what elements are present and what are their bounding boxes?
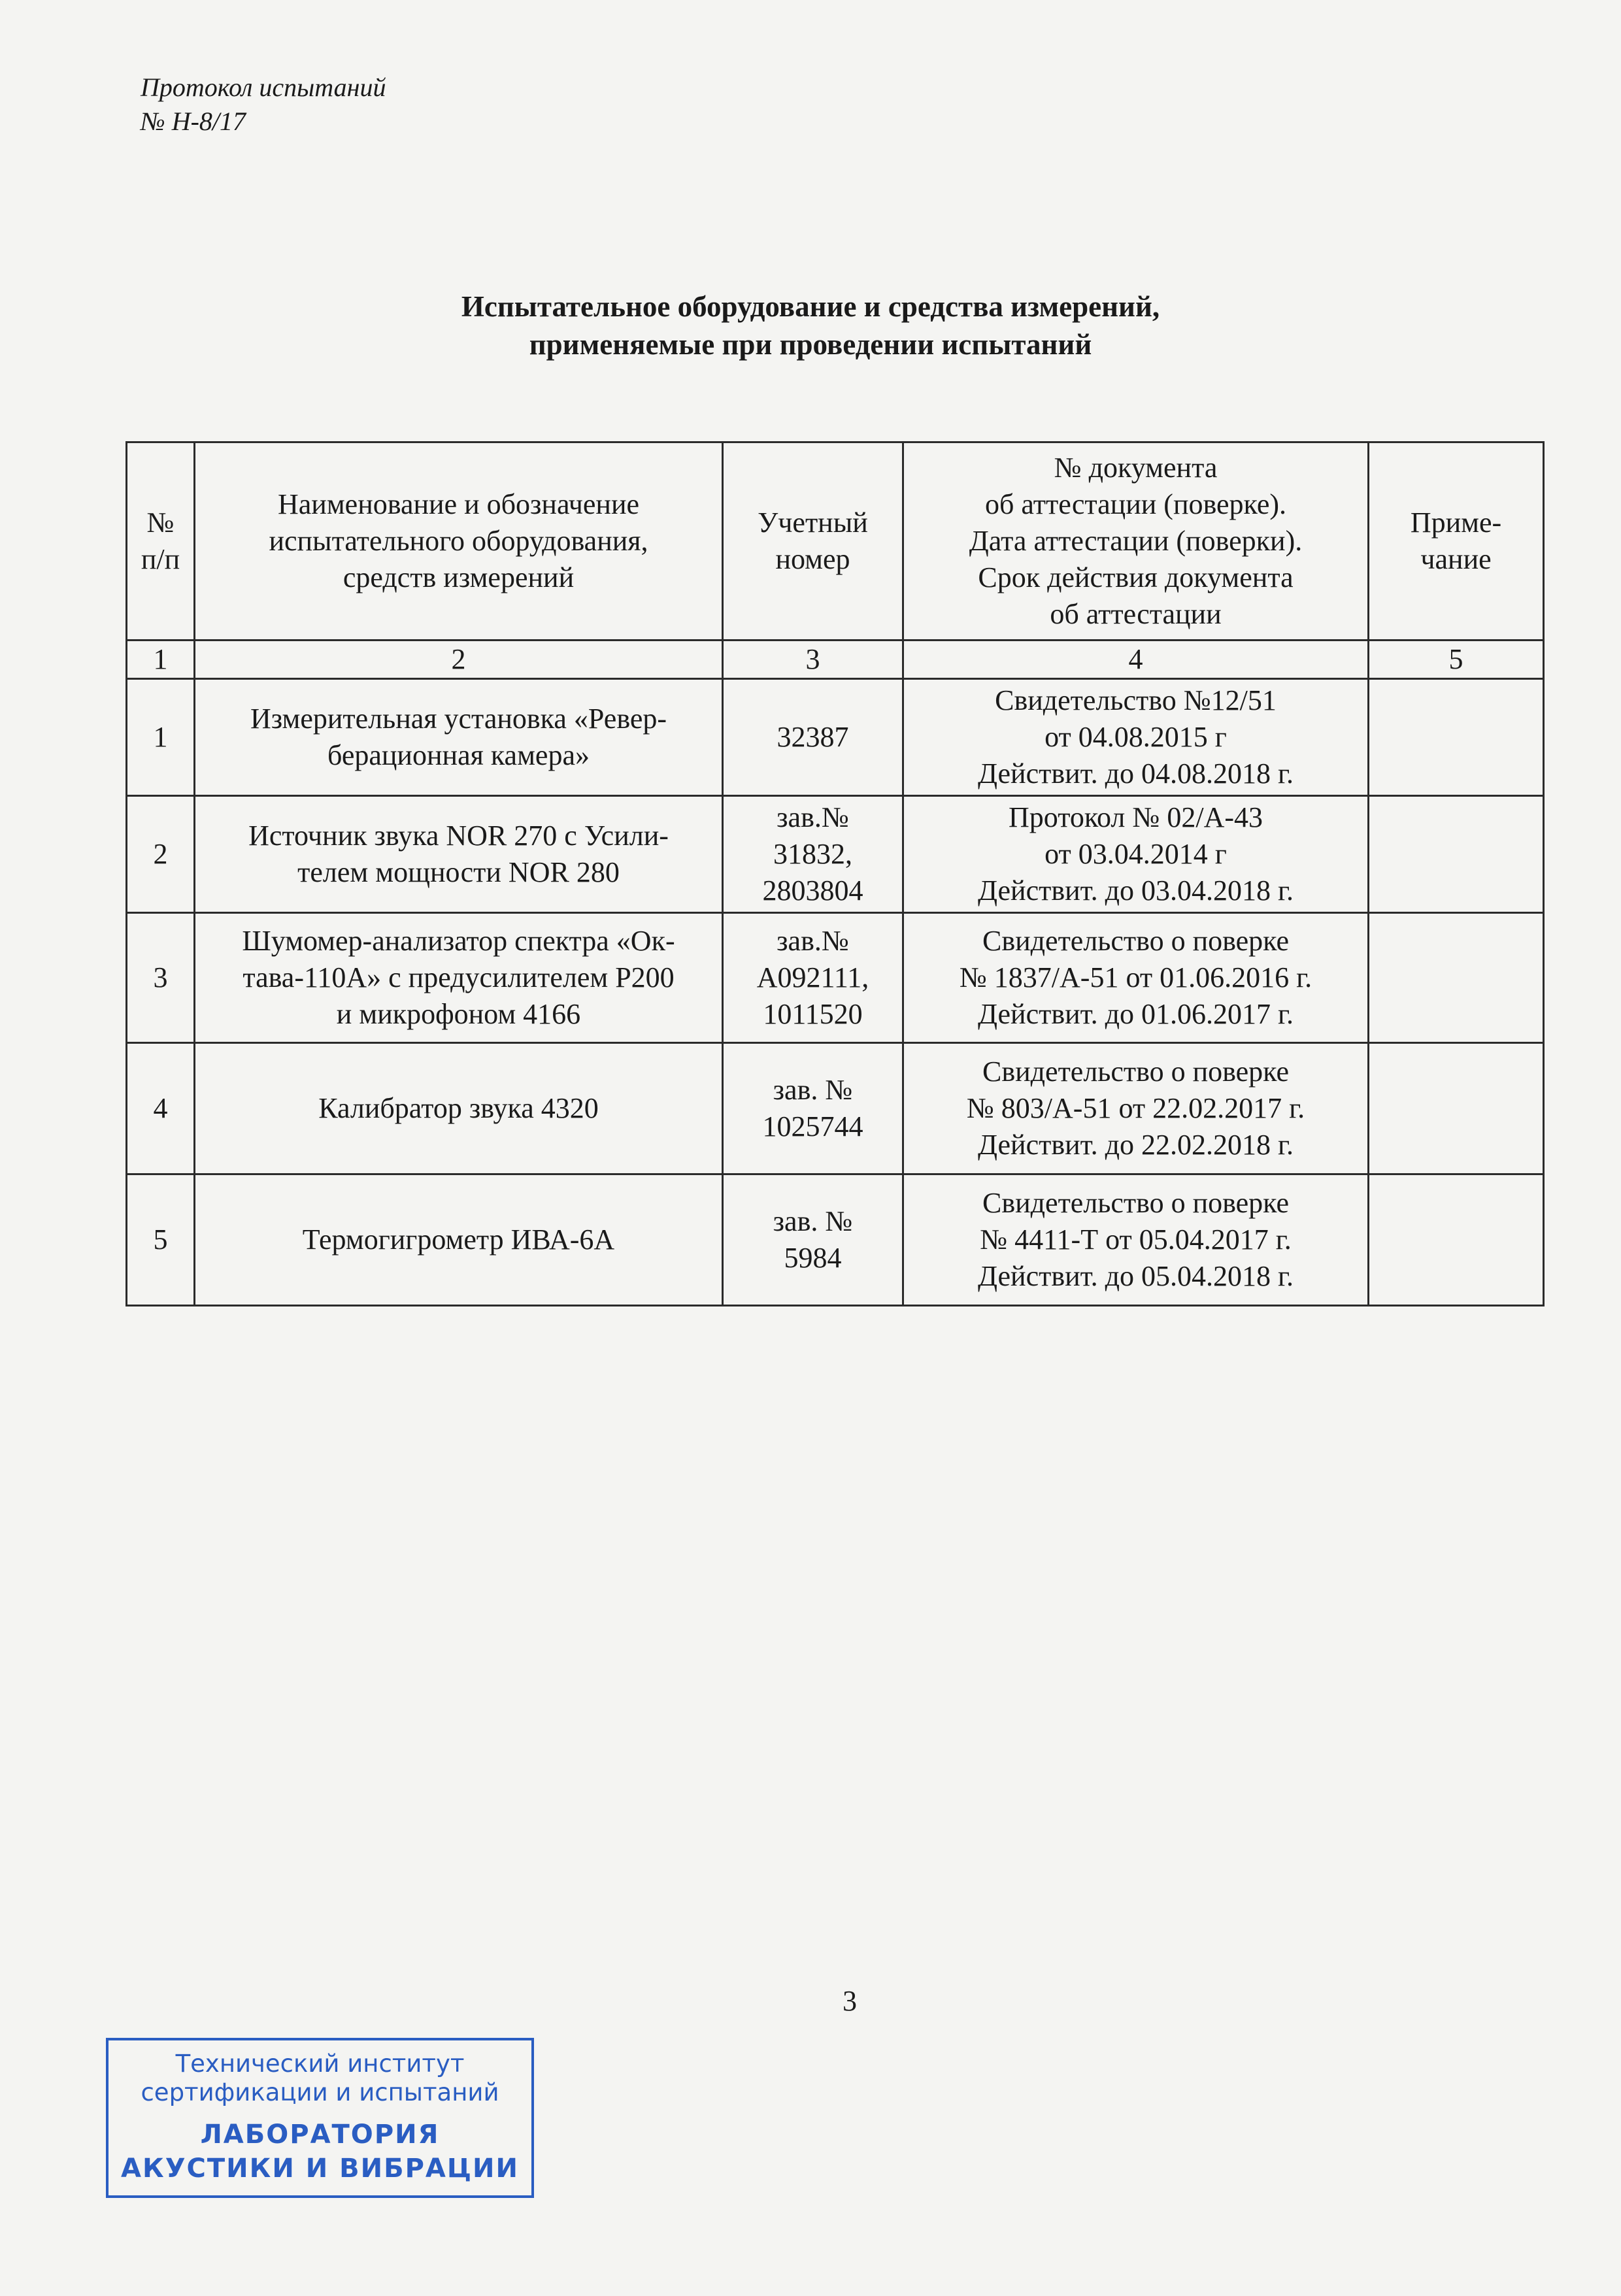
column-header-number: № п/п <box>127 442 195 641</box>
table-row <box>127 913 1544 1043</box>
registration-number: зав. № 5984 <box>723 1174 903 1306</box>
certificate-info: Свидетельство о поверке № 1837/А-51 от 01.06.2016 г. Действит. до 01.06.2017 г. <box>903 913 1369 1043</box>
certificate-info: Свидетельство о поверке № 803/А-51 от 22.02.2017 г. Действит. до 22.02.2018 г. <box>903 1043 1369 1174</box>
table-row <box>127 1174 1544 1306</box>
registration-number: 32387 <box>723 679 903 796</box>
column-number: 5 <box>1369 641 1544 679</box>
registration-number: зав. № 1025744 <box>723 1043 903 1174</box>
column-header-registration: Учетный номер <box>723 442 903 641</box>
certificate-info: Протокол № 02/А-43 от 03.04.2014 г Действит. до 03.04.2018 г. <box>903 796 1369 913</box>
column-number: 4 <box>903 641 1369 679</box>
stamp-line-1: Технический институт <box>175 2050 465 2078</box>
column-header-name: Наименование и обозначение испытательного оборудования, средств измерений <box>195 442 723 641</box>
table-header-row <box>127 442 1544 641</box>
row-number: 4 <box>127 1043 195 1174</box>
equipment-name: Измерительная установка «Ревер- берационная камера» <box>195 679 723 796</box>
stamp-line-2: сертификации и испытаний <box>141 2078 499 2106</box>
equipment-table <box>125 441 1545 1306</box>
stamp-line-3: ЛАБОРАТОРИЯ <box>200 2120 440 2150</box>
title-line-1: Испытательное оборудование и средства измерений, <box>461 290 1160 323</box>
page-title <box>0 288 1621 363</box>
column-number: 2 <box>195 641 723 679</box>
column-header-document: № документа об аттестации (поверке). Дата аттестации (поверки). Срок действия документа об аттестации <box>903 442 1369 641</box>
row-number: 1 <box>127 679 195 796</box>
protocol-header <box>141 71 386 139</box>
title-line-2: применяемые при проведении испытаний <box>529 328 1092 361</box>
note-cell <box>1369 1174 1544 1306</box>
table-row <box>127 679 1544 796</box>
row-number: 2 <box>127 796 195 913</box>
equipment-name: Термогигрометр ИВА-6А <box>195 1174 723 1306</box>
row-number: 5 <box>127 1174 195 1306</box>
equipment-name: Шумомер-анализатор спектра «Ок- тава-110А» с предусилителем Р200 и микрофоном 4166 <box>195 913 723 1043</box>
certificate-info: Свидетельство о поверке № 4411-Т от 05.04.2017 г. Действит. до 05.04.2018 г. <box>903 1174 1369 1306</box>
note-cell <box>1369 679 1544 796</box>
protocol-number: № Н-8/17 <box>141 107 246 136</box>
table-row <box>127 796 1544 913</box>
page-number: 3 <box>843 1985 857 2017</box>
note-cell <box>1369 796 1544 913</box>
stamp-line-4: АКУСТИКИ И ВИБРАЦИИ <box>121 2154 519 2184</box>
equipment-name: Источник звука NOR 270 с Усили- телем мощности NOR 280 <box>195 796 723 913</box>
column-number: 3 <box>723 641 903 679</box>
certificate-info: Свидетельство №12/51 от 04.08.2015 г Действит. до 04.08.2018 г. <box>903 679 1369 796</box>
column-number-row <box>127 641 1544 679</box>
column-header-note: Приме- чание <box>1369 442 1544 641</box>
registration-number: зав.№ 31832, 2803804 <box>723 796 903 913</box>
row-number: 3 <box>127 913 195 1043</box>
registration-number: зав.№ А092111, 1011520 <box>723 913 903 1043</box>
protocol-label: Протокол испытаний <box>141 73 386 102</box>
note-cell <box>1369 913 1544 1043</box>
column-number: 1 <box>127 641 195 679</box>
equipment-name: Калибратор звука 4320 <box>195 1043 723 1174</box>
note-cell <box>1369 1043 1544 1174</box>
table-row <box>127 1043 1544 1174</box>
laboratory-stamp <box>106 2038 534 2198</box>
